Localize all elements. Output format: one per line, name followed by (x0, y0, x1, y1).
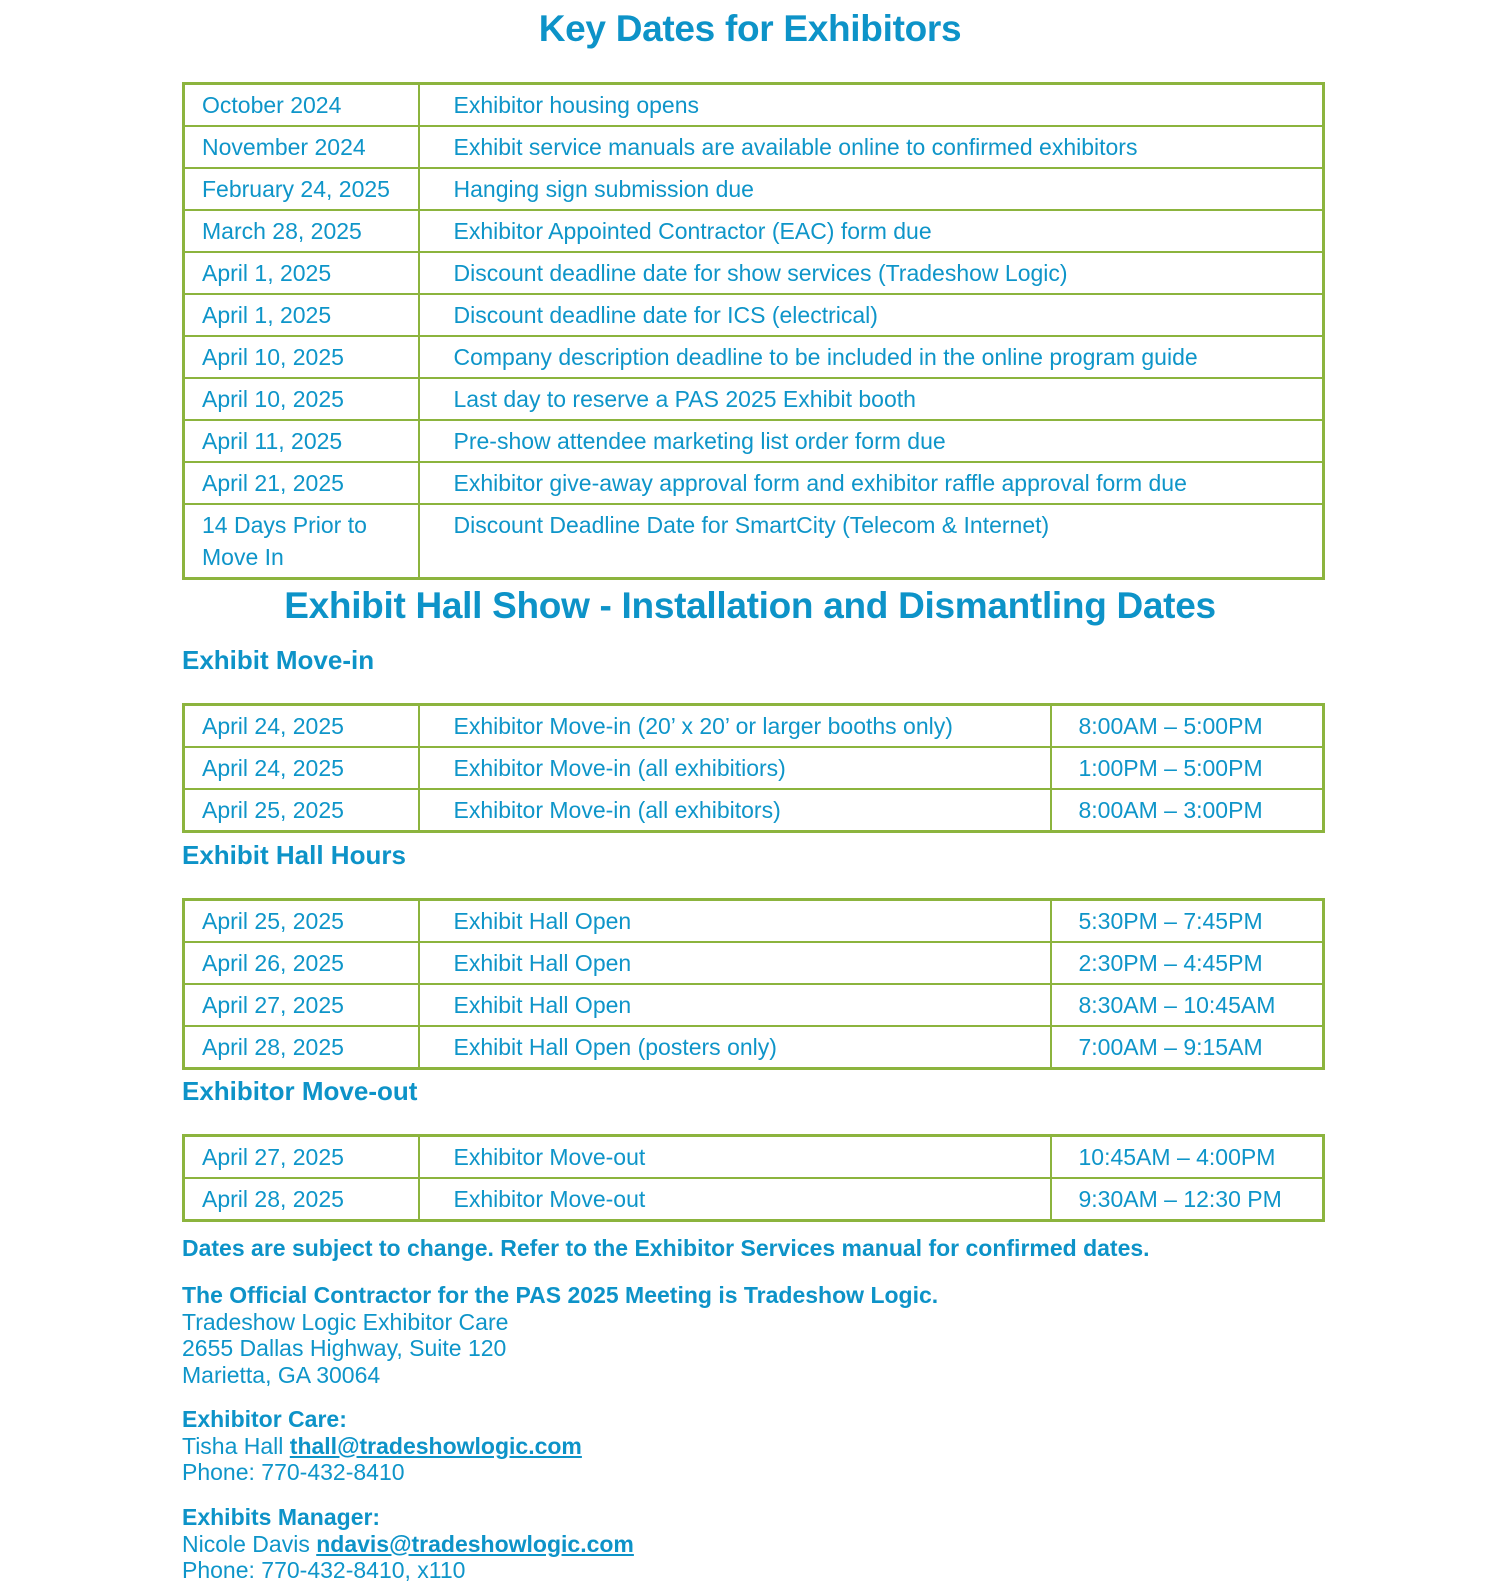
event-cell: Exhibitor give-away approval form and exhibitor raffle approval form due (419, 462, 1324, 504)
hall-hours-heading: Exhibit Hall Hours (182, 840, 406, 870)
move-out-heading: Exhibitor Move-out (182, 1076, 418, 1106)
date-cell: April 24, 2025 (184, 705, 419, 748)
exhibits-manager-email-link[interactable]: ndavis@tradeshowlogic.com (316, 1530, 634, 1557)
date-cell: April 21, 2025 (184, 462, 419, 504)
time-cell: 9:30AM – 12:30 PM (1051, 1178, 1324, 1221)
event-cell: Exhibit Hall Open (419, 984, 1051, 1026)
time-cell: 10:45AM – 4:00PM (1051, 1136, 1324, 1179)
table-row (184, 1136, 1324, 1179)
table-row (184, 504, 1324, 579)
table-row (184, 462, 1324, 504)
time-cell: 2:30PM – 4:45PM (1051, 942, 1324, 984)
move-in-heading: Exhibit Move-in (182, 645, 375, 675)
exhibitor-care-contact (182, 1433, 582, 1460)
event-cell: Discount Deadline Date for SmartCity (Telecom & Internet) (419, 504, 1324, 579)
date-cell: April 28, 2025 (184, 1178, 419, 1221)
contractor-address-line1: 2655 Dallas Highway, Suite 120 (182, 1335, 507, 1361)
event-cell: Exhibit Hall Open (419, 942, 1051, 984)
event-cell: Exhibitor Appointed Contractor (EAC) form due (419, 210, 1324, 252)
date-cell: April 27, 2025 (184, 984, 419, 1026)
table-row (184, 900, 1324, 943)
installation-title: Exhibit Hall Show - Installation and Dismantling Dates (284, 585, 1216, 626)
event-cell: Exhibitor Move-in (all exhibitors) (419, 789, 1051, 832)
date-cell: October 2024 (184, 84, 419, 127)
time-cell: 8:30AM – 10:45AM (1051, 984, 1324, 1026)
date-cell: April 25, 2025 (184, 900, 419, 943)
event-cell: Exhibit Hall Open (posters only) (419, 1026, 1051, 1069)
date-cell: April 27, 2025 (184, 1136, 419, 1179)
date-cell: April 28, 2025 (184, 1026, 419, 1069)
move-in-table (182, 703, 1325, 833)
exhibits-manager-phone: Phone: 770-432-8410, x110 (182, 1557, 466, 1583)
exhibitor-care-name: Tisha Hall (182, 1432, 284, 1459)
date-cell: April 11, 2025 (184, 420, 419, 462)
table-row (184, 1026, 1324, 1069)
contractor-name: Tradeshow Logic Exhibitor Care (182, 1308, 509, 1335)
contractor-address-line2: Marietta, GA 30064 (182, 1361, 381, 1388)
event-cell: Last day to reserve a PAS 2025 Exhibit booth (419, 378, 1324, 420)
table-row (184, 378, 1324, 420)
table-row (184, 1178, 1324, 1221)
date-cell: November 2024 (184, 126, 419, 168)
table-row (184, 789, 1324, 832)
table-row (184, 210, 1324, 252)
table-row (184, 168, 1324, 210)
date-cell: April 10, 2025 (184, 336, 419, 378)
time-cell: 8:00AM – 5:00PM (1051, 705, 1324, 748)
event-cell: Exhibitor Move-in (all exhibitiors) (419, 747, 1051, 789)
date-cell: April 1, 2025 (184, 294, 419, 336)
table-row (184, 84, 1324, 127)
date-cell: March 28, 2025 (184, 210, 419, 252)
exhibits-manager-block (182, 1504, 634, 1584)
table-row (184, 252, 1324, 294)
time-cell: 8:00AM – 3:00PM (1051, 789, 1324, 832)
date-cell: 14 Days Prior to Move In (184, 504, 419, 579)
time-cell: 7:00AM – 9:15AM (1051, 1026, 1324, 1069)
table-row (184, 294, 1324, 336)
event-cell: Hanging sign submission due (419, 168, 1324, 210)
table-row (184, 420, 1324, 462)
exhibits-manager-heading: Exhibits Manager: (182, 1504, 381, 1530)
exhibitor-care-heading: Exhibitor Care: (182, 1406, 347, 1432)
event-cell: Exhibitor Move-out (419, 1178, 1051, 1221)
exhibitor-care-email-link[interactable]: thall@tradeshowlogic.com (289, 1432, 582, 1459)
disclaimer-note: Dates are subject to change. Refer to the Exhibitor Services manual for confirmed dates. (182, 1235, 1150, 1261)
date-cell: April 1, 2025 (184, 252, 419, 294)
table-row (184, 984, 1324, 1026)
event-cell: Discount deadline date for show services (Tradeshow Logic) (419, 252, 1324, 294)
event-cell: Pre-show attendee marketing list order form due (419, 420, 1324, 462)
table-row (184, 705, 1324, 748)
contractor-block (182, 1282, 938, 1388)
time-cell: 1:00PM – 5:00PM (1051, 747, 1324, 789)
table-row (184, 336, 1324, 378)
table-row (184, 126, 1324, 168)
table-row (184, 942, 1324, 984)
exhibits-manager-name: Nicole Davis (182, 1530, 310, 1557)
exhibits-manager-contact (182, 1531, 634, 1558)
exhibitor-care-phone: Phone: 770-432-8410 (182, 1459, 405, 1485)
event-cell: Company description deadline to be included in the online program guide (419, 336, 1324, 378)
hall-hours-table (182, 898, 1325, 1070)
event-cell: Exhibitor housing opens (419, 84, 1324, 127)
date-cell: April 25, 2025 (184, 789, 419, 832)
date-cell: April 24, 2025 (184, 747, 419, 789)
table-row (184, 747, 1324, 789)
date-cell: April 26, 2025 (184, 942, 419, 984)
date-cell: April 10, 2025 (184, 378, 419, 420)
event-cell: Discount deadline date for ICS (electrical) (419, 294, 1324, 336)
event-cell: Exhibitor Move-in (20’ x 20’ or larger booths only) (419, 705, 1051, 748)
contractor-heading: The Official Contractor for the PAS 2025 Meeting is Tradeshow Logic. (182, 1282, 939, 1308)
key-dates-title: Key Dates for Exhibitors (538, 8, 962, 49)
key-dates-table (182, 82, 1325, 580)
event-cell: Exhibitor Move-out (419, 1136, 1051, 1179)
date-cell: February 24, 2025 (184, 168, 419, 210)
event-cell: Exhibit Hall Open (419, 900, 1051, 943)
move-out-table (182, 1134, 1325, 1222)
time-cell: 5:30PM – 7:45PM (1051, 900, 1324, 943)
event-cell: Exhibit service manuals are available online to confirmed exhibitors (419, 126, 1324, 168)
exhibitor-care-block (182, 1406, 582, 1486)
